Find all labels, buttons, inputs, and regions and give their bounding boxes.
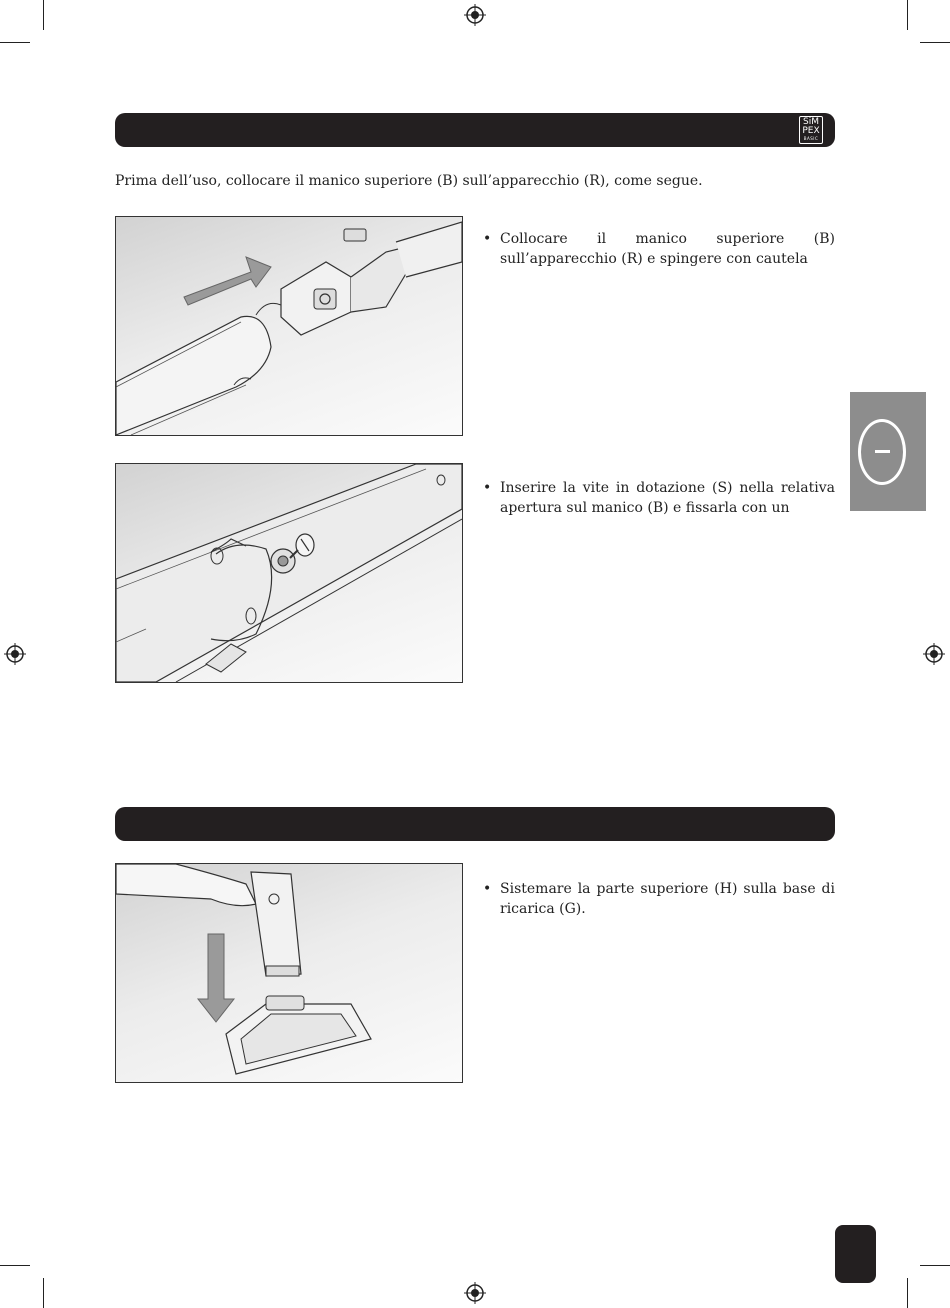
step-1-text: Collocare il manico superiore (B) sull’apparecchio (R) e spingere con cautela <box>500 231 835 267</box>
attach-handle-illustration <box>116 217 462 435</box>
crop-mark-bl-v <box>43 1278 44 1308</box>
step-2 <box>483 479 835 518</box>
step-3-text: Sistemare la parte superiore (H) sulla base di ricarica (G). <box>500 881 835 917</box>
figure-attach-handle <box>115 216 463 436</box>
figure-insert-screw <box>115 463 463 683</box>
crop-mark-tl-h <box>0 42 30 43</box>
registration-mark-right-icon <box>923 643 945 665</box>
crop-mark-br-v <box>907 1278 908 1308</box>
language-tab-icon <box>858 419 906 485</box>
step-3 <box>483 880 835 919</box>
registration-mark-bottom-icon <box>464 1282 486 1304</box>
crop-mark-bl-h <box>0 1265 30 1266</box>
bullet-mark: • <box>483 881 492 897</box>
bullet-mark: • <box>483 480 492 496</box>
step-2-text: Inserire la vite in dotazione (S) nella relativa apertura sul manico (B) e fissarla con un <box>500 480 835 516</box>
crop-mark-tr-h <box>920 42 950 43</box>
figure-charging-base <box>115 863 463 1083</box>
crop-mark-tr-v <box>907 0 908 30</box>
step-1 <box>483 230 835 269</box>
charging-base-illustration <box>116 864 462 1082</box>
section-header-bar <box>115 113 835 147</box>
crop-mark-br-h <box>920 1265 950 1266</box>
insert-screw-illustration <box>116 464 462 682</box>
language-tab <box>850 392 926 511</box>
bullet-mark: • <box>483 231 492 247</box>
language-tab-dash <box>875 450 890 453</box>
section-header-bar-2 <box>115 807 835 841</box>
registration-mark-left-icon <box>4 643 26 665</box>
crop-mark-tl-v <box>43 0 44 30</box>
page-number-tab <box>835 1225 876 1283</box>
logo-line-3: BASIC <box>803 136 819 141</box>
registration-mark-top-icon <box>464 4 486 26</box>
intro-text: Prima dell’uso, collocare il manico superiore (B) sull’apparecchio (R), come segue. <box>115 173 703 189</box>
logo-line-1: SiM <box>803 117 819 127</box>
simpex-basic-logo <box>799 116 823 144</box>
logo-line-2: PEX <box>802 126 820 136</box>
